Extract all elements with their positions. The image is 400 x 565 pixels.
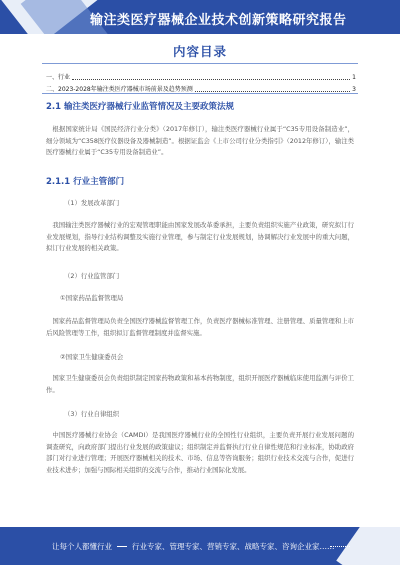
- footer-slogan: 让每个人都懂行业: [52, 542, 112, 551]
- toc-item-2[interactable]: [46, 84, 356, 93]
- report-title: 输注类医疗器械企业技术创新策略研究报告: [90, 13, 347, 28]
- footer-expert-list: 行业专家、管理专家、营销专家、战略专家、咨询企业家……: [132, 542, 335, 551]
- subheading-regulatory-departments: （2）行业监管部门: [64, 272, 120, 280]
- toc-bottom-rule: [42, 93, 358, 94]
- toc-item-1[interactable]: [46, 72, 356, 81]
- paragraph-nhc: 国家卫生健康委员会负责组织制定国家药物政策和基本药物制度，组织开展医疗器械临床使用监测与评价工作。: [46, 374, 354, 394]
- footer-dotted-line: [330, 546, 350, 547]
- toc-item-page: 3: [352, 86, 356, 93]
- toc-item-page: 1: [352, 74, 356, 81]
- toc-title: 内容目录: [172, 44, 227, 59]
- paragraph-development-reform: 我国输注类医疗器械行业的宏观管理职能由国家发展改革委承担，主要负责组织实施产业政策，研究拟订行业发展规划，指导行业结构调整及实施行业管理，参与制定行业发展规划，协调解决行业发展中的重大问题，拟订行业发展的相关政策。: [46, 221, 354, 253]
- toc-leader-dots: [195, 90, 350, 92]
- paragraph-nmpa: 国家药品监督管理局负责全国医疗器械监督管理工作，负责医疗器械标准管理、注册管理、质量管理和上市后风险管理等工作，组织拟订监督管理制度并监督实施。: [46, 317, 354, 337]
- toc-item-label: 二、2023-2028年输注类医疗器械市场前景及趋势预测: [46, 86, 193, 93]
- toc-leader-dots: [72, 78, 350, 80]
- footer-separator: [117, 546, 127, 547]
- subheading-development-reform: （1）发展改革部门: [64, 199, 120, 207]
- toc-top-rule: [42, 63, 358, 64]
- subheading-nmpa: ①国家药品监督管理局: [60, 294, 124, 302]
- toc-item-label: 一、行业: [46, 74, 71, 81]
- report-footer: [0, 527, 400, 565]
- section-heading-2-1: 2.1 输注类医疗器械行业监管情况及主要政策法规: [46, 102, 235, 112]
- paragraph-industry-classification: 根据国家统计局《国民经济行业分类》（2017年修订），输注类医疗器械行业属于“C35专用设备制造业”，细分领域为“C358医疗仪器设备及器械制造”。根据证监会《上市公司行业分类指引》（2012年修订），输注类医疗器械行业属于“C35专用设备制造业”。: [46, 125, 354, 157]
- subheading-self-regulatory: （3）行业自律组织: [64, 410, 120, 418]
- subheading-nhc: ②国家卫生健康委员会: [60, 353, 124, 361]
- report-header: [0, 0, 400, 34]
- section-heading-2-1-1: 2.1.1 行业主管部门: [46, 177, 125, 187]
- paragraph-camdi: 中国医疗器械行业协会（CAMDI）是我国医疗器械行业的全国性行业组织，主要负责开展行业发展问题的调查研究，向政府部门提出行业发展的政策建议；组织制定并监督执行行业自律性规范和行业标准，协助政府部门对行业进行管理；开展医疗器械相关的技术、市场、信息等咨询服务；组织行业技术交流与合作，促进行业技术进步；加强与国际相关组织的交流与合作，推动行业国际化发展。: [46, 431, 354, 474]
